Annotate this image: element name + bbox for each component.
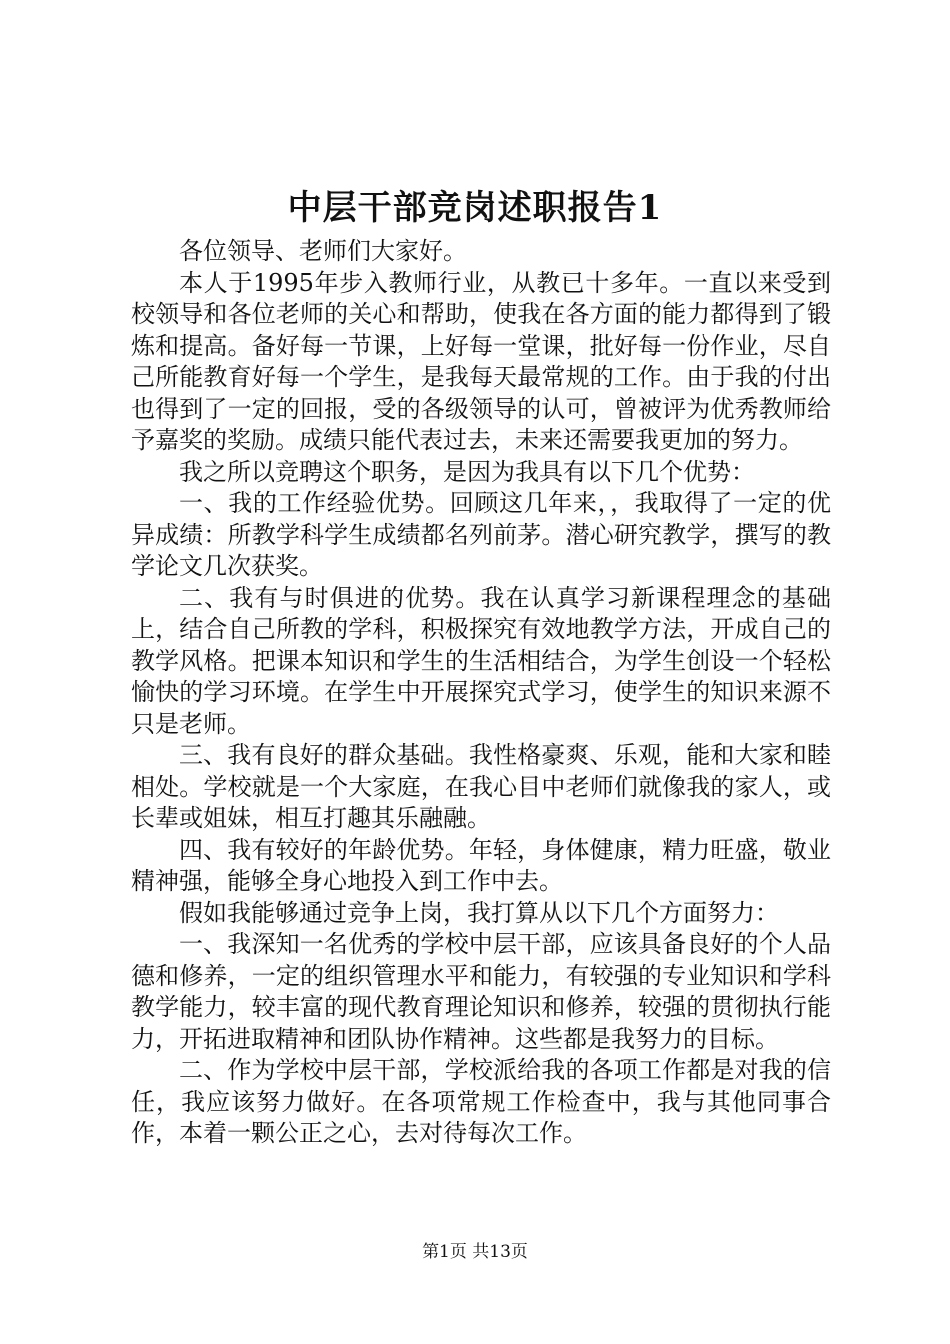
paragraph: 三、我有良好的群众基础。我性格豪爽、乐观，能和大家和睦相处。学校就是一个大家庭，在我心目中老师们就像我的家人，或长辈或姐妹，相互打趣其乐融融。 <box>131 741 831 832</box>
paragraph: 本人于1995年步入教师行业，从教已十多年。一直以来受到校领导和各位老师的关心和帮助，使我在各方面的能力都得到了锻炼和提高。备好每一节课，上好每一堂课，批好每一份作业，尽自己所能教育好每一个学生，是我每天最常规的工作。由于我的付出也得到了一定的回报，受的各级领导的认可，曾被评为优秀教师给予嘉奖的奖励。成绩只能代表过去，未来还需要我更加的努力。 <box>131 268 831 454</box>
paragraph: 一、我深知一名优秀的学校中层干部，应该具备良好的个人品德和修养，一定的组织管理水平和能力，有较强的专业知识和学科教学能力，较丰富的现代教育理论知识和修养，较强的贯彻执行能力，开拓进取精神和团队协作精神。这些都是我努力的目标。 <box>131 930 831 1053</box>
paragraph: 二、作为学校中层干部，学校派给我的各项工作都是对我的信任，我应该努力做好。在各项常规工作检查中，我与其他同事合作，本着一颗公正之心，去对待每次工作。 <box>131 1056 831 1147</box>
paragraph: 一、我的工作经验优势。回顾这几年来，，我取得了一定的优异成绩：所教学科学生成绩都名列前茅。潜心研究教学，撰写的教学论文几次获奖。 <box>131 489 831 580</box>
paragraph: 我之所以竞聘这个职务，是因为我具有以下几个优势： <box>179 457 755 486</box>
document-title: 中层干部竞岗述职报告1 <box>287 188 663 228</box>
document-body <box>131 236 831 1150</box>
paragraph: 各位领导、老师们大家好。 <box>179 237 467 265</box>
paragraph: 假如我能够通过竞争上岗，我打算从以下几个方面努力： <box>179 898 779 927</box>
paragraph: 二、我有与时俱进的优势。我在认真学习新课程理念的基础上，结合自己所教的学科，积极探究有效地教学方法，开成自己的教学风格。把课本知识和学生的生活相结合，为学生创设一个轻松愉快的学习环境。在学生中开展探究式学习，使学生的知识来源不只是老师。 <box>131 583 831 738</box>
page-number-footer: 第1页 共13页 <box>422 1242 528 1262</box>
paragraph: 四、我有较好的年龄优势。年轻，身体健康，精力旺盛，敬业精神强，能够全身心地投入到工作中去。 <box>131 835 831 895</box>
